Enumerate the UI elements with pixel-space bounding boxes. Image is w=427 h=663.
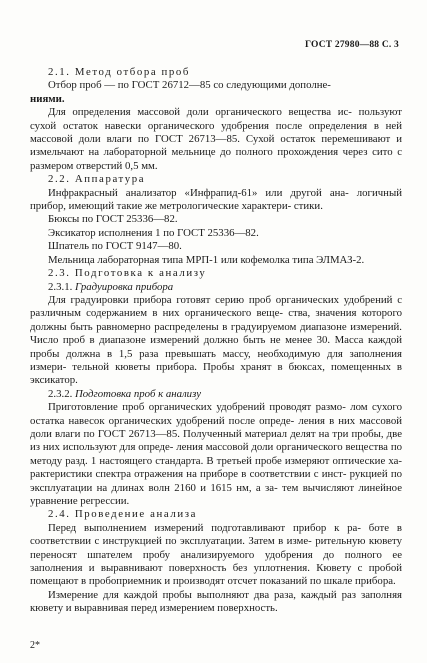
section-2-3-2-paragraph: Приготовление проб органических удобрений проводят размо- лом сухого остатка навесок органических удобрений после опреде- ления в них массовой доли влаги по ГОСТ 26713—85. Полученный материал делят на три пробы, две из них используют для опреде- ления массовой доли органического вещества по методу разд. 1 настоящего стандарта. В третьей пробе измеряют оптические ха- рактеристики спектра отражения на приборе в соответствии с инст- рукцией по эксплуатации на длинах волн 2160 и 1615 нм, а за- тем вычисляют линейное уравнение регрессии.	[30, 401, 402, 507]
section-2-1-paragraph-1-end: ниями.	[30, 92, 65, 105]
section-2-4-paragraph-1: Перед выполнением измерений подготавливают прибор к ра- боте в соответствии с инструкцией по эксплуатации. Затем в изме- рительную кювету переносят шпателем пробу анализируемого удобрения до полного ее заполнения и выравнивают поверхность без уплотнения. Кювету с пробой помещают в пробоприемник и производят отсчет показаний по шкале прибора.	[30, 521, 402, 588]
section-2-1-paragraph-1-line: Отбор проб — по ГОСТ 26712—85 со следующими дополне-	[48, 79, 331, 92]
section-2-3-2-number: 2.3.2.	[48, 387, 75, 400]
section-2-1-heading: 2.1. Метод отбора проб	[48, 66, 191, 78]
section-2-3-2-title: Подготовка проб к анализу	[75, 387, 202, 400]
section-2-3-2-heading	[30, 388, 402, 401]
section-2-4-heading: 2.4. Проведение анализа	[48, 508, 197, 521]
section-2-3-1-number: 2.3.1.	[48, 280, 75, 293]
equipment-item-3: Шпатель по ГОСТ 9147—80.	[48, 240, 182, 253]
equipment-item-4: Мельница лабораторная типа МРП-1 или кофемолка типа ЭЛМАЗ-2.	[48, 253, 365, 266]
section-2-2-paragraph-1: Инфракрасный анализатор «Инфрапид-61» или другой ана- логичный прибор, имеющий такие же метрологические характери- стики.	[30, 186, 402, 213]
section-2-1-paragraph-2: Для определения массовой доли органического вещества ис- пользуют сухой остаток навески органического удобрения после определения в ней массовой доли влаги по ГОСТ 26713—85. Сухой остаток перемешивают и измельчают на лабораторной мельнице до полного прохождения через сито с размером отверстий 0,5 мм.	[30, 106, 402, 172]
section-2-3-1-paragraph: Для градуировки прибора готовят серию проб органических удобрений с различным содержанием в них органического веще- ства, значения которого должны быть равномерно распределены в градуируемом диапазоне измерений. Число проб в диапазоне измерений должно быть не менее 30. Масса каждой пробы должна в 1,5 раза превышать массу, необходимую для заполнения измери- тельной кюветы прибора. Пробы хранят в бюксах, помещенных в эксикатор.	[30, 293, 402, 387]
equipment-item-2: Эксикатор исполнения 1 по ГОСТ 25336—82.	[48, 226, 259, 239]
section-2-3-1-heading	[30, 281, 402, 294]
equipment-item-1: Бюксы по ГОСТ 25336—82.	[48, 213, 178, 226]
section-2-4-paragraph-2: Измерение для каждой пробы выполняют два раза, каждый раз заполняя кювету и выравнивая перед измерением поверхность.	[30, 588, 402, 615]
section-2-3-heading: 2.3. Подготовка к анализу	[48, 267, 207, 280]
page-header: ГОСТ 27980—88 С. 3	[305, 40, 399, 50]
section-2-2-heading: 2.2. Аппаратура	[48, 173, 146, 186]
section-2-1-paragraph-1	[30, 79, 402, 106]
document-body	[30, 66, 402, 616]
section-2-3-1-title: Градуировка прибора	[75, 280, 174, 293]
signature-mark: 2*	[30, 640, 40, 651]
